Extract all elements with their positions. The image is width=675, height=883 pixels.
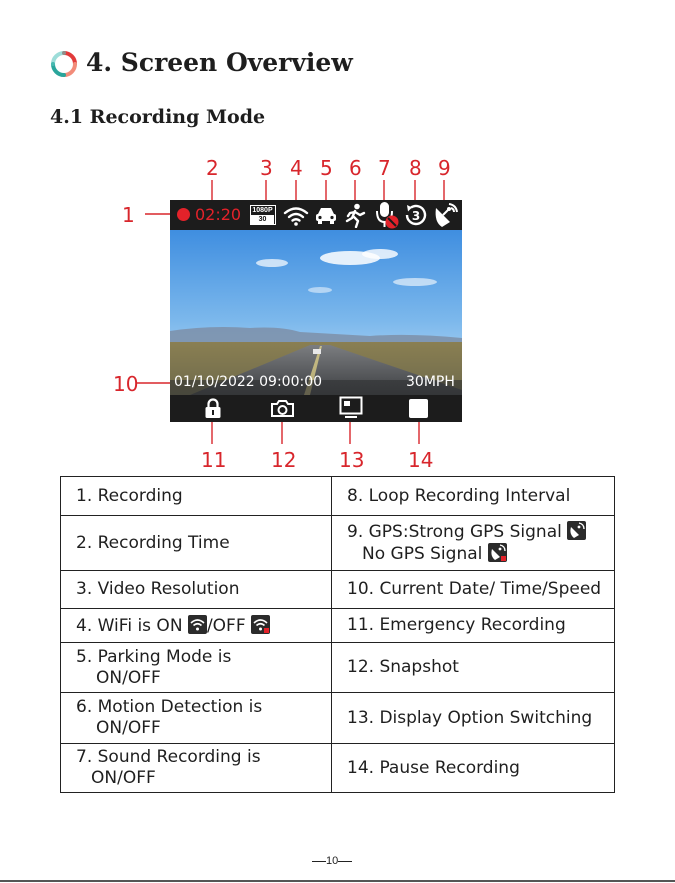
speed-readout: 30MPH <box>406 374 455 390</box>
callout-number: 12 <box>271 448 297 472</box>
legend-item: 14. Pause Recording <box>332 744 615 793</box>
wifi-icon <box>283 205 309 227</box>
callout-number: 3 <box>260 156 273 180</box>
gps-none-icon <box>488 543 507 562</box>
table-row <box>61 643 615 693</box>
callout-number: 5 <box>320 156 333 180</box>
callout-number: 7 <box>378 156 391 180</box>
dashcam-screen <box>170 200 462 422</box>
record-dot-icon <box>177 208 190 221</box>
page-number-text: 10 <box>326 855 339 867</box>
legend-text: ON/OFF <box>96 718 161 738</box>
legend-item: 1. Recording <box>61 477 332 516</box>
legend-item-wifi <box>61 609 332 643</box>
display-switch-icon[interactable] <box>339 396 363 419</box>
lock-icon[interactable] <box>204 398 222 419</box>
wifi-off-icon <box>251 615 270 634</box>
legend-item <box>61 643 332 693</box>
legend-text: No GPS Signal <box>362 544 483 564</box>
loop-interval-label: 3 <box>411 209 421 223</box>
legend-item: 13. Display Option Switching <box>332 693 615 744</box>
page-title: 4. Screen Overview <box>86 48 353 77</box>
motion-detection-icon <box>343 203 367 228</box>
pause-icon[interactable] <box>409 399 428 418</box>
table-row <box>61 516 615 571</box>
gps-icon <box>432 202 460 229</box>
callout-number: 9 <box>438 156 451 180</box>
legend-item: 12. Snapshot <box>332 643 615 693</box>
table-row <box>61 744 615 793</box>
gps-strong-icon <box>567 521 586 540</box>
callout-number: 1 <box>122 203 135 227</box>
legend-item: 11. Emergency Recording <box>332 609 615 643</box>
callout-number: 4 <box>290 156 303 180</box>
callout-number: 14 <box>408 448 434 472</box>
legend-item: 10. Current Date/ Time/Speed <box>332 571 615 609</box>
framerate-label: 30 <box>258 216 267 223</box>
microphone-off-icon <box>373 201 401 230</box>
status-bar <box>170 200 462 230</box>
callout-number: 13 <box>339 448 365 472</box>
legend-line <box>347 522 586 542</box>
legend-item <box>61 693 332 744</box>
resolution-label: 1080P <box>252 207 273 214</box>
callout-number: 6 <box>349 156 362 180</box>
legend-text: /OFF <box>206 615 246 636</box>
camera-icon[interactable] <box>270 399 295 418</box>
road-camera-view <box>170 230 462 395</box>
legend-item: 3. Video Resolution <box>61 571 332 609</box>
table-row <box>61 609 615 643</box>
legend-text: 4. WiFi is ON <box>76 615 183 636</box>
legend-text: 7. Sound Recording is <box>76 747 261 767</box>
parking-car-icon <box>314 205 338 226</box>
table-row <box>61 571 615 609</box>
date-time-stamp: 01/10/2022 09:00:00 <box>174 374 323 390</box>
legend-text: ON/OFF <box>96 667 161 688</box>
legend-table <box>60 476 615 793</box>
section-subtitle: 4.1 Recording Mode <box>50 106 266 128</box>
callout-number: 10 <box>113 372 139 396</box>
legend-item: 2. Recording Time <box>61 516 332 571</box>
legend-text: 9. GPS:Strong GPS Signal <box>347 522 562 542</box>
recording-time: 02:20 <box>195 205 242 224</box>
footer-rule <box>0 880 675 882</box>
legend-text: ON/OFF <box>91 768 156 788</box>
wifi-on-icon <box>188 615 207 634</box>
legend-line <box>347 543 614 565</box>
legend-text: 5. Parking Mode is <box>76 646 232 667</box>
table-row <box>61 477 615 516</box>
resolution-icon <box>250 205 276 225</box>
loop-recording-icon <box>403 203 429 228</box>
callout-number: 11 <box>201 448 227 472</box>
callout-number: 2 <box>206 156 219 180</box>
bottom-control-bar <box>170 395 462 422</box>
legend-item: 8. Loop Recording Interval <box>332 477 615 516</box>
legend-text: 6. Motion Detection is <box>76 697 263 717</box>
legend-item <box>61 744 332 793</box>
legend-item-gps <box>332 516 615 571</box>
callout-number: 8 <box>409 156 422 180</box>
table-row <box>61 693 615 744</box>
page-number <box>312 855 352 867</box>
